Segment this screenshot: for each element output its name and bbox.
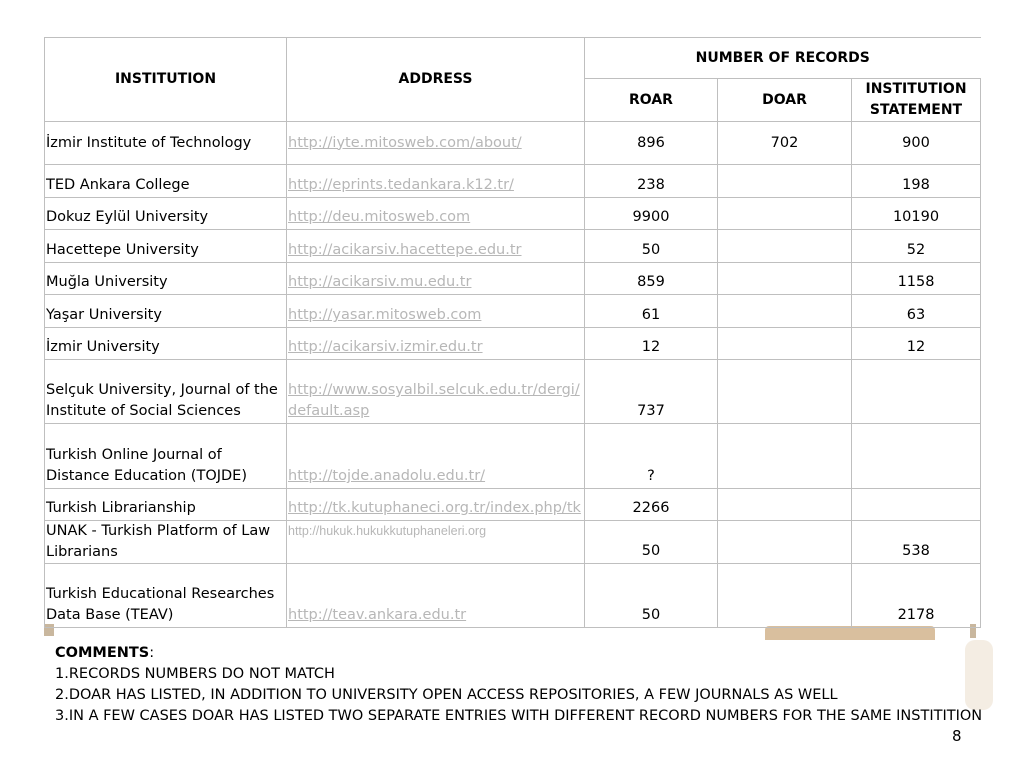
cell-address [287,122,585,165]
address-link[interactable]: http://hukuk.hukukkutuphaneleri.org [288,524,487,538]
header-roar: ROAR [585,79,718,122]
cell-institution-statement: 538 [852,521,981,564]
address-link[interactable]: http://tk.kutuphaneci.org.tr/index.php/tk [288,500,581,516]
address-link[interactable]: http://acikarsiv.izmir.edu.tr [288,339,483,355]
address-link[interactable]: http://eprints.tedankara.k12.tr/ [288,177,514,193]
cell-institution: İzmir University [45,328,287,360]
cell-institution: Dokuz Eylül University [45,198,287,230]
table-row [45,328,981,360]
table-row [45,122,981,165]
comment-line: 2.DOAR HAS LISTED, IN ADDITION TO UNIVERSITY OPEN ACCESS REPOSITORIES, A FEW JOURNALS AS WELL [55,687,838,703]
header-institution-statement: INSTITUTION STATEMENT [852,79,981,122]
cell-roar: 2266 [585,489,718,521]
comments-block [55,643,982,727]
cell-doar [718,521,852,564]
table-row [45,424,981,489]
cell-doar [718,263,852,295]
cell-institution-statement [852,489,981,521]
table-row [45,295,981,328]
address-link[interactable]: http://iyte.mitosweb.com/about/ [288,134,522,151]
cell-roar: ? [585,424,718,489]
cell-institution: Turkish Librarianship [45,489,287,521]
cell-roar: 737 [585,360,718,424]
header-number-of-records: NUMBER OF RECORDS [585,38,981,79]
cell-institution: Hacettepe University [45,230,287,263]
cell-roar: 859 [585,263,718,295]
table-row [45,360,981,424]
cell-address [287,424,585,489]
cell-address [287,564,585,628]
address-link[interactable]: http://tojde.anadolu.edu.tr/ [288,468,486,484]
records-table [44,37,981,628]
cell-doar [718,328,852,360]
cell-doar [718,360,852,424]
cell-address [287,489,585,521]
cell-address [287,230,585,263]
table-row [45,489,981,521]
page-number: 8 [952,727,962,745]
comments-title-line [55,643,982,664]
cell-institution-statement: 12 [852,328,981,360]
cell-institution: Selçuk University, Journal of the Institute of Social Sciences [45,360,287,424]
table-body [45,122,981,628]
cell-institution-statement: 1158 [852,263,981,295]
cell-institution-statement: 2178 [852,564,981,628]
cell-institution-statement [852,360,981,424]
cell-doar [718,564,852,628]
comments-title: COMMENTS [55,645,150,661]
table-row [45,230,981,263]
cell-institution: Muğla University [45,263,287,295]
table-row [45,564,981,628]
cell-institution-statement [852,424,981,489]
cell-institution: Turkish Online Journal of Distance Education (TOJDE) [45,424,287,489]
cell-doar [718,198,852,230]
cell-institution-statement: 900 [852,122,981,165]
cell-roar: 12 [585,328,718,360]
table-row [45,263,981,295]
cell-roar: 9900 [585,198,718,230]
background-decoration [765,626,935,640]
cell-doar: 702 [718,122,852,165]
cell-roar: 50 [585,521,718,564]
cell-address [287,328,585,360]
comment-line: 1.RECORDS NUMBERS DO NOT MATCH [55,666,335,682]
cell-institution: TED Ankara College [45,165,287,198]
cell-institution: İzmir Institute of Technology [45,122,287,165]
cell-institution-statement: 63 [852,295,981,328]
cell-institution-statement: 198 [852,165,981,198]
comments-title-suffix: : [149,645,155,661]
cell-roar: 896 [585,122,718,165]
header-institution: INSTITUTION [45,38,287,122]
address-link[interactable]: http://deu.mitosweb.com [288,209,471,225]
cell-roar: 238 [585,165,718,198]
cell-institution-statement: 52 [852,230,981,263]
cell-doar [718,489,852,521]
cell-institution-statement: 10190 [852,198,981,230]
cell-roar: 61 [585,295,718,328]
address-link[interactable]: http://acikarsiv.mu.edu.tr [288,274,472,290]
header-address: ADDRESS [287,38,585,122]
cell-institution: Turkish Educational Researches Data Base (TEAV) [45,564,287,628]
address-link[interactable]: http://teav.ankara.edu.tr [288,607,467,623]
cell-institution: UNAK - Turkish Platform of Law Librarians [45,521,287,564]
address-link[interactable]: http://www.sosyalbil.selcuk.edu.tr/dergi/default.asp [288,382,580,419]
cell-address [287,198,585,230]
cell-address [287,360,585,424]
cell-roar: 50 [585,230,718,263]
cell-doar [718,165,852,198]
address-link[interactable]: http://acikarsiv.hacettepe.edu.tr [288,242,522,258]
table-row [45,165,981,198]
address-link[interactable]: http://yasar.mitosweb.com [288,307,482,323]
table-row [45,198,981,230]
cell-address [287,521,585,564]
cell-doar [718,424,852,489]
cell-doar [718,295,852,328]
cell-address [287,295,585,328]
header-doar: DOAR [718,79,852,122]
cell-doar [718,230,852,263]
cell-address [287,263,585,295]
cell-address [287,165,585,198]
cell-roar: 50 [585,564,718,628]
comment-line: 3.IN A FEW CASES DOAR HAS LISTED TWO SEPARATE ENTRIES WITH DIFFERENT RECORD NUMBERS FOR THE SAME INSTITITION [55,708,983,724]
cell-institution: Yaşar University [45,295,287,328]
table-row [45,521,981,564]
